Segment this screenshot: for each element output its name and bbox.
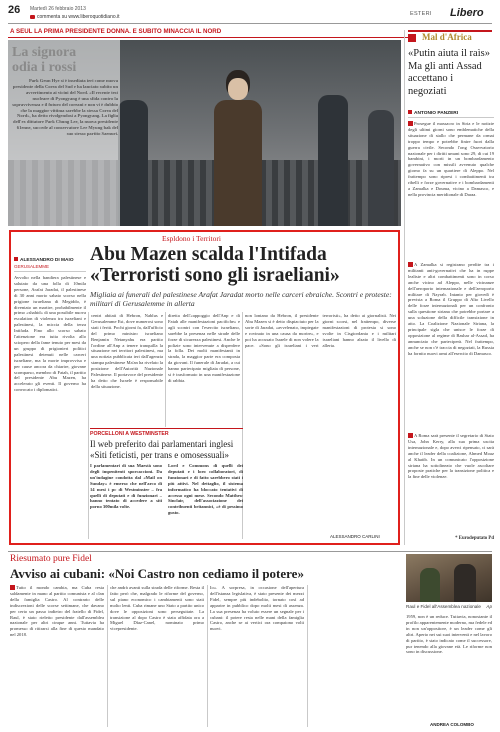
dropcap-marker-icon xyxy=(408,262,413,267)
cuba-col-2: che andrà avanti sulla strada delle riforme. Resta il fatto però che, malgrado le riforme del governo, sul piano economico i cambiamenti sono stati molto lenti. Cuba rimane uno Stato a partito unico dove le opposizioni sono perseguitate. La transizione al dopo Castro è stata affidata ora a Miguel Díaz-Canel, nominato primo vicepresidente. xyxy=(110,585,204,632)
column-divider xyxy=(307,585,308,727)
dropcap-marker-icon xyxy=(408,433,413,438)
castro-figure xyxy=(454,564,476,602)
dropcap-marker-icon xyxy=(10,585,15,590)
mazen-col-3: diretta dell'«appoggio dell'Anp e di Fatah alle manifestazioni pacifiche» e agli scontri con l'esercito israeliano, sarebbe la presenza nelle strade delle forze di sicurezza palestinesi. Anche le polizie sono intervenute a disperdere la folla. Dei molti manifestanti in strada, la maggior parte era composta da giovani. Il funerale di Jaradat, a cui hanno partecipato migliaia di persone, si è trasformato in una manifestazione di rabbia. xyxy=(168,313,240,383)
mazen-label: Espldono i Territori xyxy=(162,234,221,243)
header-date: Martedì 26 febbraio 2013 xyxy=(30,6,86,12)
cuba-photo-credit: Ap xyxy=(486,604,492,609)
castro-figure xyxy=(420,568,440,602)
korea-title xyxy=(12,45,118,75)
africa-title: «Putin aiuta il raìs» Ma gli anti Assad accettano i negoziati xyxy=(408,48,490,97)
page-number: 26 xyxy=(8,4,21,16)
mazen-title xyxy=(90,244,396,286)
cuba-col-3: Io». A sorpresa, in occasione dell'apertura dell'istanza legislativa, è stato presente dei mezzi Fidel, sempre più indebolito, tornato così ad apparire in pubblico dopo molti mesi di assenza. La sua presenza ha voluto essere un segnale per i cubani: il potere resta nelle mani della famiglia Castro, anche se ai vertici ora compaiono volti nuovi. xyxy=(210,585,304,632)
westminster-col-2: Lord e Commons di quelli dei deputati e i loro collaboratori, di funzionari e di fatto sarebbero stati i più attivi. Nel dettaglio, il sistema informatico ha bloccato tentativi di accesso ogni mese. Secondo Matthew Sinclair, dell'associazione dei contribuenti britannici, «è di pessimo gusto. xyxy=(168,463,243,516)
mazen-title-line: «Terroristi sono gli israeliani» xyxy=(90,265,340,286)
byline-marker-icon xyxy=(14,257,18,261)
cuba-byline: ANDREA COLOMBO xyxy=(430,722,474,727)
korea-title-line: odia i rossi xyxy=(12,60,77,75)
mazen-col-1: Avvolto nella bandiera palestinese e salutato da una folla di 10mila persone, Arafat Jaradat, il palestinese di 30 anni morto sabato scorso nella prigione israeliana di Megiddo, è diventato un martire, probabilmente il primo «shahid» di una possibile nuova escalation di violenza tra israeliani e palestinesi, la miccia della terza Intifada. Fino allo scorso sabato l'attenzione era tutta rivolta allo sciopero della fame tenuto per mesi da un gruppo di prigionieri politici palestinesi detenuti nelle carceri israeliane, ma la morte improvvisa e per cause ancora da chiarire, giovane scomparso, membro di Fatah, il partito del presidente Abu Mazen, ha accelerato gli eventi. Il governo ha convocato i diplomatici. xyxy=(14,275,86,393)
cuba-photo xyxy=(406,554,492,602)
column-divider xyxy=(88,312,89,539)
africa-byline-text: ANTONIO PANZERI xyxy=(414,111,459,116)
mazen-col-4: non lontano da Hebron, il presidente Abu Mazen si è detto dispiaciuto per la sorte di Jaradat, «avvelenato, impiegate e rovinato in una causa da morire», e poi ha accusato Israele di non volere la pace. «Sono gli israeliani i veri terroristi», ha detto ai giornalisti. Nei giorni scorsi, nel frattempo, diverse manifestazioni di protesta si sono svolte in Cisgiordania e i militari israeliani hanno alzato il livello di allerta. xyxy=(245,313,396,348)
column-divider xyxy=(404,30,405,545)
africa-body-2-text: A Zamalka si registrano perdite tra i militanti anti-governativi che ha in ruppe lealiste e altri combattimenti sono in corso anche vicino ad Aleppo, nelle vicinanze dell'aeroporto internazionale e dell'aeroporto militare di Nayrab. Intanto per giovedì è prevista a Roma il Gruppo di Alto Livello delle forze internazionali per un confronto sulla questione siriana che potrebbe portare a una soluzione della difficile transizione in atto. La Coalizione Nazionale Siriana, la principale sigla che unisce le forze di opposizione al regime di Bashar al-Assad, ha annunciato che parteciperà. Nel frattempo, anche se non c'è traccia di negoziati, la Russia ha fornito nuovi armi all'esercito di Damasco. xyxy=(408,262,494,356)
logo: Libero xyxy=(450,7,484,19)
korea-strip xyxy=(8,27,408,38)
westminster-signature: ALESSANDRO CARLINI xyxy=(330,534,380,539)
mazen-byline-name xyxy=(14,257,86,263)
dropcap-marker-icon xyxy=(408,121,413,126)
cuba-label: Riesumato pure Fidel xyxy=(10,554,92,564)
cuba-col-1-text: Tutto il mondo cambia, ma Cuba resta saldamente in mano al partito comunista e al clan della famiglia Castro. Al contrario delle indiscrezioni delle scorse settimane, che davano per certo un passo indietro del fratello di Fidel, Raul, è stato rieletto presidente dall'assemblea nazionale per altri cinque anni. Tuttavia ha promesso di ritirarsi alla fine di questo mandato nel 2018. xyxy=(10,585,104,638)
soldier-figure xyxy=(318,95,348,226)
header-comment-link[interactable]: commenta su www.liberoquotidiano.it xyxy=(37,14,120,20)
soldier-figure xyxy=(368,110,394,226)
korea-text-panel xyxy=(8,40,120,226)
westminster-col-1: I parlamentari di sua Maestà sono degli impenitenti sporcaccioni. Da un'indagine condotta dal «Mail on Sunday» è emerso che nell'arco di 14 mesi i pc di Westminster – fra quelli di deputati e di funzionari – hanno tentato di accedere a siti porno 300mila volte. xyxy=(90,463,162,510)
mazen-col-2: centri abitati di Hebron, Nablus e Gerusalemme Est, dove numerosi sono stati i feriti. Pochi giorni fa, dall'ufficio del primo ministro israeliano Benjamin Netanyahu era partito l'ordine all'Anp a tenere tranquilla la situazione nei territori palestinesi, ma una notizia pubblicata ieri dall'agenzia stampa palestinese Ma'an ha rivelato la posizione dell'Autorità Nazionale Palestinese. Il portavoce del presidente ha detto che Israele è responsabile della situazione. xyxy=(91,313,163,389)
mazen-byline-text: ALESSANDRO DI MAIO xyxy=(20,258,74,263)
mazen-byline-rule xyxy=(14,271,86,272)
column-divider xyxy=(207,585,208,727)
mazen-byline xyxy=(14,257,86,269)
page-header xyxy=(8,4,492,24)
cuba-photo-caption-text: Raul e Fidel all'Assemblea nazionale xyxy=(406,604,481,609)
korea-title-line: La signora xyxy=(12,45,77,60)
president-figure xyxy=(208,70,268,226)
africa-body-1-text: Prosegue il massacro in Siria e le notizie degli ultimi giorni sono emblematiche della situazione di stallo che permane da ormai troppo tempo e potrebbe finire fuori dalla guerra civile. Secondo l'ong Osservatorio nazionale per i diritti umani sono 29, di cui 19 bambini, i morti in un bombardamento governativo con missili avvenuto qualche giorno fa su un quartiere di Aleppo. Nel frattempo sono ripresi i combattimenti tra ribelli e forze governative e i bombardamenti a Zamalka e Douma, vicino a Damasco, e nella provincia meridionale di Daraa. xyxy=(408,121,494,197)
africa-footnote: * Eurodeputato Pd xyxy=(455,536,494,541)
column-divider xyxy=(107,585,108,727)
africa-label: Mal d'Africa xyxy=(422,32,472,42)
africa-body-3-text: A Roma sarà presente il segretario di Stato Usa, John Kerry, alla sua prima uscita internazionale e, dopo averci ripensato, ci sarà anche il leader della coalizione, Ahmed Moaz al Khatib. In un comunicato l'opposizione siriana ha sottolineato che vuole ascoltare proposte pratiche per la transizione politica e la fine delle violenze. xyxy=(408,433,494,480)
section-name: ESTERI xyxy=(410,11,432,17)
mazen-subtitle: Migliaia ai funerali del palestinese Arafat Jaradat morto nelle carceri ebraiche. Scontri e proteste: militari di Gerusalemme in allerta xyxy=(90,290,392,308)
soldier-figure xyxy=(118,100,148,226)
cuba-title: Avviso ai cubani: «Noi Castro non cediamo il potere» xyxy=(10,566,304,581)
korea-body: Park Geun Hye si è insediata ieri come nuova presidente della Corea del Sud e ha lanciato subito un avvertimento ai vicini del Nord. «Il recente test nucleare di Pyongyang è una sfida contro la sopravvivenza e il futuro del coreani e non vi è dubbio che la maggior vittima sarebbe la stessa Corea del Nord», ha detto rivolgendosi a Pyongyang. La figlia dell'ex dittatore Park Chung Lee, la nuova presidente 61enne, succede al conservatore Lee Myung bak del suo stesso partito Saenuri. xyxy=(12,78,118,137)
africa-flag-icon xyxy=(408,34,416,42)
cuba-col-4: 1959, non è un reduce. Tuttavia, nonostante il profilo apparentemente moderno, ma fedele ed in non un'oppositore, è un leader come gli altri. Aperto nei sui suoi interventi e nel lavoro di partito, è stato indicato come il successore, pur tenendo alla giovane età. Le riforme non sono in discussione. xyxy=(406,614,492,655)
africa-body-1 xyxy=(408,121,494,256)
westminster-box xyxy=(90,428,243,541)
africa-body-3 xyxy=(408,433,494,533)
byline-marker-icon xyxy=(408,110,412,114)
africa-label-box xyxy=(408,30,492,43)
westminster-label: PORCELLONI A WESTMINSTER xyxy=(90,431,169,437)
africa-byline xyxy=(408,110,494,116)
cuba-photo-caption xyxy=(406,604,492,609)
africa-byline-rule xyxy=(408,117,494,118)
comment-icon xyxy=(30,15,35,19)
mazen-title-line: Abu Mazen scalda l'Intifada xyxy=(90,244,327,265)
mazen-byline-place: GERUSALEMME xyxy=(14,264,50,269)
cuba-top-rule xyxy=(8,551,492,552)
korea-strip-text: A SEUL LA PRIMA PRESIDENTE DONNA. E SUBITO MINACCIA IL NORD xyxy=(10,28,222,35)
westminster-title: Il web preferito dai parlamentari inglesi «Siti feticisti, per trans e omosessuali» xyxy=(90,439,234,460)
cuba-col-1 xyxy=(10,585,104,727)
column-divider xyxy=(165,312,166,427)
africa-body-2 xyxy=(408,262,494,430)
